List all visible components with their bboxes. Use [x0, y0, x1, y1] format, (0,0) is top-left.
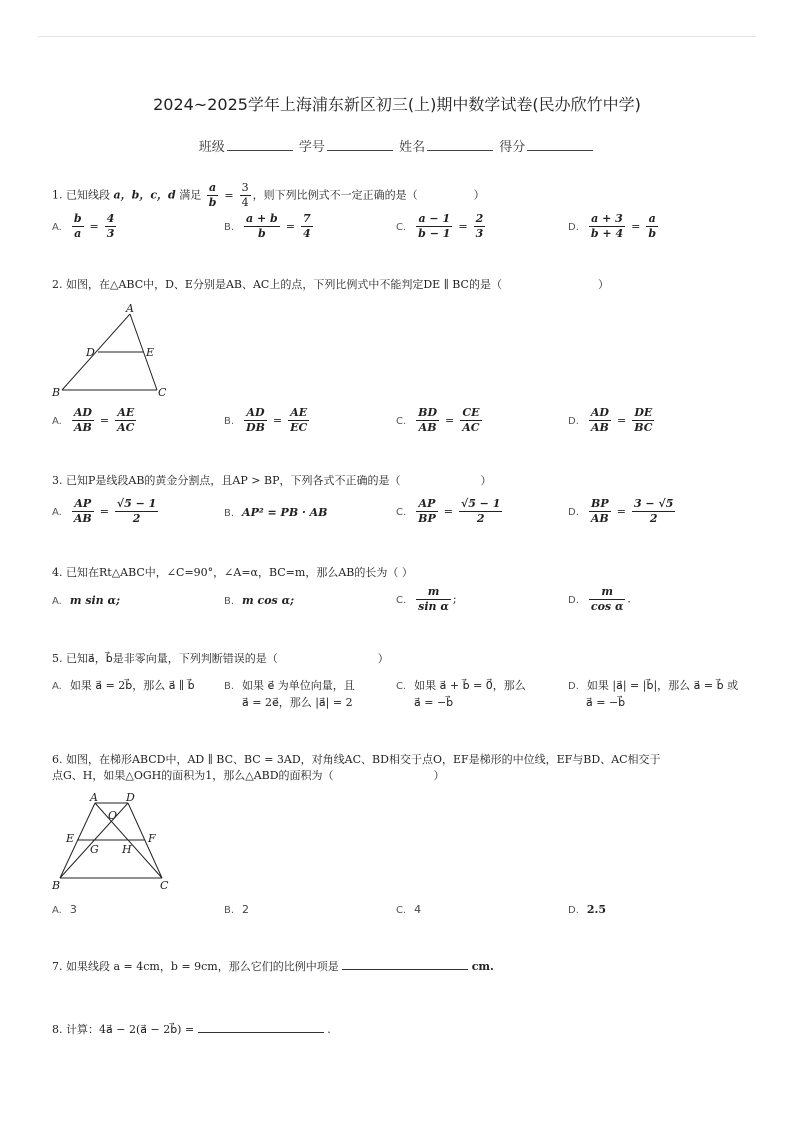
q2-option-b[interactable]: B. $\frac{AD}{DB}$ = $\frac{AE}{EC}$ [224, 406, 308, 434]
q2-option-a[interactable]: A. $\frac{AD}{AB}$ = $\frac{AE}{AC}$ [52, 406, 135, 434]
q3-option-b[interactable]: B. AP² = PB · AB [224, 506, 328, 519]
q3-option-d[interactable]: D. $\frac{BP}{AB}$ = $\frac{3 - √5}{2}$ [568, 497, 674, 525]
question-paren-close: ） [473, 188, 485, 202]
class-blank[interactable] [227, 138, 293, 151]
label-b: B [52, 879, 61, 892]
question-6 [52, 752, 752, 784]
number-label: 学号 [298, 140, 325, 155]
score-label: 得分 [499, 140, 526, 155]
question-number: 6. [52, 753, 63, 766]
question-paren-close: ） [597, 278, 609, 291]
question-5 [52, 651, 752, 667]
label-o: O [108, 809, 118, 822]
q2-option-c[interactable]: C. $\frac{BD}{AB}$ = $\frac{CE}{AC}$ [396, 406, 480, 434]
question-text: 如图，在梯形ABCD中，AD ∥ BC、BC = 3AD，对角线AC、BD相交于点O，EF是梯形的中位线，EF与BD、AC相交于 [66, 753, 661, 766]
q2-option-d[interactable]: D. $\frac{AD}{AB}$ = $\frac{DE}{BC}$ [568, 406, 653, 434]
q1-option-a[interactable]: A. $\frac{b}{a}$ = $\frac{4}{3}$ [52, 212, 115, 240]
q1-option-d[interactable]: D. $\frac{a + 3}{b + 4}$ = $\frac{a}{b}$ [568, 212, 657, 240]
q4-option-d[interactable]: D. $\frac{m}{\text{cos α}}$ . [568, 585, 631, 613]
condition-fraction: $\frac{a}{b}$ [208, 181, 217, 209]
q8-tail: . [327, 1023, 331, 1036]
question-text: 已知a⃗，b⃗是非零向量，下列判断错误的是（ [66, 652, 278, 665]
student-info-line [0, 136, 794, 155]
question-text: 满足 [179, 188, 202, 202]
question-text: 计算：4a⃗ − 2(a⃗ − 2b⃗) = [66, 1023, 195, 1036]
question-text: ，则下列比例式不一定正确的是（ [252, 188, 418, 202]
label-d: D [86, 346, 95, 359]
q3-option-c[interactable]: C. $\frac{AP}{BP}$ = $\frac{√5 - 1}{2}$ [396, 497, 501, 525]
question-1: 1. 已知线段 a，b，c，d 满足 $\frac{a}{b}$ = $\frac{3}{4}$ ，则下列比例式不一定正确的是（ ） [52, 181, 485, 209]
label-h: H [122, 843, 132, 856]
question-7 [52, 957, 752, 975]
question-4 [52, 565, 752, 581]
question-text: 如果线段 a = 4cm，b = 9cm，那么它们的比例中项是 [66, 960, 339, 973]
question-text: 已知P是线段AB的黄金分割点，且AP > BP，下列各式不正确的是（ [66, 474, 401, 487]
question-3 [52, 473, 752, 489]
question-number: 1. [52, 188, 63, 202]
class-label: 班级 [198, 140, 225, 155]
question-vars: a，b，c，d [113, 188, 176, 202]
q4-option-c[interactable]: C. $\frac{m}{\text{sin α}}$ ; [396, 585, 457, 613]
question-number: 8. [52, 1023, 63, 1036]
q1-option-b[interactable]: B. $\frac{a + b}{b}$ = $\frac{7}{4}$ [224, 212, 311, 240]
label-c: C [158, 386, 167, 399]
name-label: 姓名 [399, 140, 426, 155]
label-e: E [66, 832, 75, 845]
question-paren-close: ） [480, 474, 492, 487]
label-g: G [90, 843, 99, 856]
q5-option-d[interactable]: D. 如果 |a⃗| = |b⃗|，那么 a⃗ = b⃗ 或 a⃗ = −b⃗ [568, 679, 739, 709]
label-c: C [160, 879, 169, 892]
condition-ratio: $\frac{3}{4}$ [241, 181, 249, 209]
name-blank[interactable] [427, 138, 493, 151]
q7-answer-blank[interactable] [342, 957, 468, 970]
question-number: 5. [52, 652, 63, 665]
q3-option-a[interactable]: A. $\frac{AP}{AB}$ = $\frac{√5 - 1}{2}$ [52, 497, 157, 525]
number-blank[interactable] [327, 138, 393, 151]
question-paren-close: ） [377, 652, 389, 665]
label-e: E [146, 346, 155, 359]
question-number: 2. [52, 278, 63, 291]
question-text: 点G、H，如果△OGH的面积为1，那么△ABD的面积为（ [52, 769, 334, 782]
question-8 [52, 1020, 752, 1038]
label-d: D [126, 791, 135, 804]
q4-option-a[interactable]: A. m sin α; [52, 594, 121, 607]
question-text: 如图，在△ABC中，D、E分别是AB、AC上的点，下列比例式中不能判定DE ∥ BC的是（ [66, 278, 502, 291]
question-2 [52, 277, 752, 293]
q5-option-c[interactable]: C. 如果 a⃗ + b⃗ = 0⃗，那么 a⃗ = −b⃗ [396, 679, 526, 709]
q8-answer-blank[interactable] [198, 1020, 324, 1033]
page-title: 2024~2025学年上海浦东新区初三(上)期中数学试卷(民办欣竹中学) [153, 95, 641, 114]
q6-option-c[interactable]: C. 4 [396, 903, 422, 916]
question-number: 7. [52, 960, 63, 973]
q5-option-b[interactable]: B. 如果 e⃗ 为单位向量，且 a⃗ = 2e⃗，那么 |a⃗| = 2 [224, 679, 355, 709]
question-text: 已知线段 [66, 188, 110, 202]
label-a: A [126, 302, 134, 315]
question-number: 4. [52, 566, 63, 579]
label-f: F [148, 832, 156, 845]
question-number: 3. [52, 474, 63, 487]
q7-unit: cm. [471, 960, 494, 973]
label-b: B [52, 386, 61, 399]
trapezoid-abcd-figure [50, 793, 180, 893]
q5-option-a[interactable]: A. 如果 a⃗ = 2b⃗，那么 a⃗ ∥ b⃗ [52, 679, 195, 692]
q6-option-d[interactable]: D. 2.5 [568, 903, 607, 916]
question-paren-close: ） [433, 769, 445, 782]
q6-option-b[interactable]: B. 2 [224, 903, 250, 916]
q1-option-c[interactable]: C. $\frac{a - 1}{b - 1}$ = $\frac{2}{3}$ [396, 212, 484, 240]
question-text: 已知在Rt△ABC中，∠C=90°，∠A=α，BC=m，那么AB的长为（ ） [66, 566, 413, 579]
top-divider [38, 36, 756, 37]
label-a: A [90, 791, 98, 804]
triangle-abc-figure [50, 300, 180, 400]
q6-option-a[interactable]: A. 3 [52, 903, 77, 916]
q4-option-b[interactable]: B. m cos α; [224, 594, 295, 607]
score-blank[interactable] [527, 138, 593, 151]
